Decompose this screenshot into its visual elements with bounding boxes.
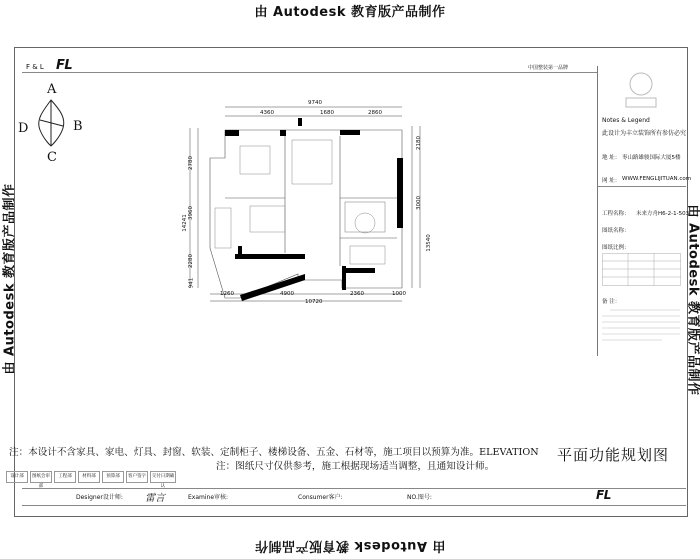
watermark-right: 由 Autodesk 教育版产品制作 (685, 204, 700, 396)
compass-b: B (73, 119, 83, 134)
dim-bottom-4: 1000 (392, 291, 406, 297)
dim-top-2: 1680 (320, 110, 334, 116)
side-divider-1 (598, 186, 686, 187)
copyright-text: 此设计为丰立装饰所有参仿必究 (602, 130, 687, 137)
drawing-title: 平面功能规划图 (557, 446, 670, 464)
dim-bottom-3: 2360 (350, 291, 364, 297)
designer-signature: 雷言 (145, 493, 165, 504)
drawing-name-label: 图纸名称： (602, 228, 630, 234)
strip-cell-7: 交付日期确认 (150, 471, 176, 483)
strip-cell-5: 预算部 (102, 471, 124, 483)
compass-c: C (47, 150, 57, 165)
strip-cell-1: 设计部 (6, 471, 28, 483)
consumer-label: Consumer客户: (298, 494, 343, 501)
dim-left-overall: 14241 (181, 214, 188, 232)
strip-cell-6: 客户签字 (126, 471, 148, 483)
dim-top-3: 2860 (368, 110, 382, 116)
site-label: 网 址： (602, 178, 621, 184)
watermark-left: 由 Autodesk 教育版产品制作 (2, 183, 18, 375)
dim-right-1: 2180 (416, 136, 422, 150)
dim-bottom-1: 1260 (220, 291, 234, 297)
dim-left-4: 941 (188, 277, 195, 289)
strip-cell-3: 工程部 (54, 471, 76, 483)
company-logo-icon (618, 70, 664, 110)
scale-label: 图纸比例： (602, 245, 630, 251)
compass-a: A (47, 82, 57, 97)
project-label: 工程名称： (602, 211, 630, 217)
dim-right-2: 3000 (416, 196, 422, 210)
brand-left: F & L (26, 63, 44, 71)
dim-top-1: 4360 (260, 110, 274, 116)
remark-text-lines (602, 306, 682, 350)
header-divider (22, 72, 597, 73)
dim-left-2: 3960 (188, 206, 194, 220)
notes-title: Notes & Legend (602, 117, 650, 124)
designer-label: Designer设计师: (76, 494, 123, 501)
site-value: WWW.FENGLIJITUAN.com (622, 176, 692, 182)
brand-tagline: 中国整装第一品牌 (528, 65, 569, 71)
dim-bottom-2: 4900 (280, 291, 294, 297)
project-value: 未来方舟H6-2-1-503 (636, 211, 690, 217)
watermark-bottom: 由 Autodesk 教育版产品制作 (254, 538, 446, 553)
address-label: 地 址： (602, 155, 621, 161)
strip-cell-4: 材料部 (78, 471, 100, 483)
dim-left-1: 2780 (188, 156, 194, 170)
footer-logo: FL (596, 488, 611, 502)
dim-overall-width: 9740 (308, 100, 322, 106)
floor-plan (180, 98, 435, 308)
revision-table (602, 253, 682, 287)
dim-right-3: 13540 (425, 234, 432, 252)
compass-leaf-icon (30, 98, 72, 148)
brand-logo: FL (56, 58, 73, 73)
note-line-1: 注：本设计不含家具、家电、灯具、封窗、软装、定制柜子、楼梯设备、五金、石材等，施工项目以预算为准。ELEVATION (9, 447, 539, 458)
watermark-top: 由 Autodesk 教育版产品制作 (254, 5, 446, 20)
dim-left-3: 2280 (188, 254, 194, 268)
no-label: NO.图号: (407, 494, 432, 501)
note-line-2: 注：图纸尺寸仅供参考，施工根据现场适当调整，且通知设计师。 (216, 461, 495, 472)
examine-label: Examine审核: (188, 494, 229, 501)
compass-d: D (18, 121, 29, 136)
strip-cell-2: 图纸会审部 (30, 471, 52, 483)
remark-label: 备 注： (602, 299, 621, 305)
dim-bottom-overall: 10720 (305, 299, 323, 305)
address-value: 枣山路雄骏国际大厦5楼 (622, 155, 681, 161)
